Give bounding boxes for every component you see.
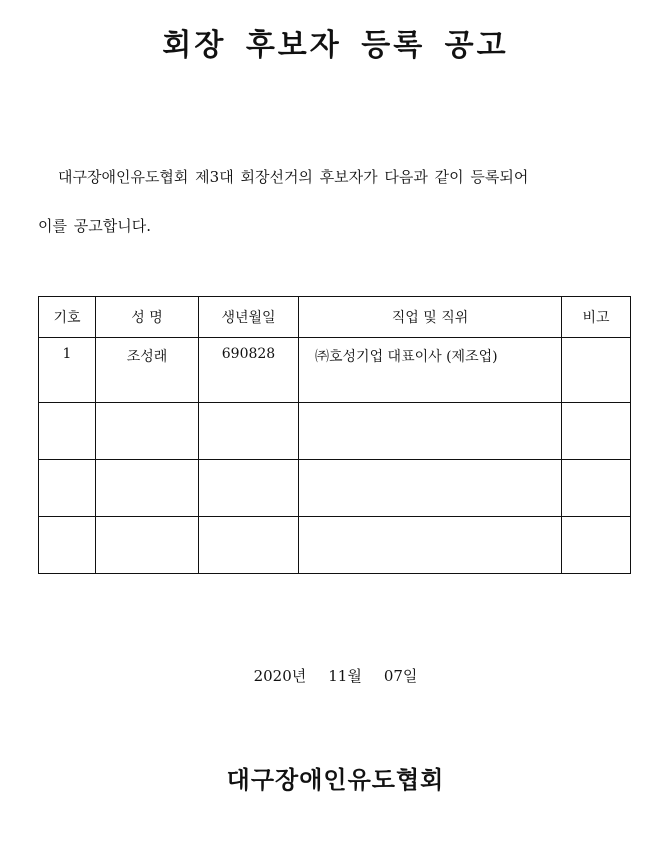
cell-number: 1 [39, 338, 96, 403]
organization-name: 대구장애인유도협회 [226, 766, 445, 794]
cell-job-position: ㈜호성기업 대표이사 (제조업) [299, 338, 562, 403]
cell-name [96, 403, 199, 460]
cell-name [96, 460, 199, 517]
date-day: 07일 [383, 667, 418, 685]
header-name: 성 명 [96, 297, 199, 338]
document-title: 회장 후보자 등록 공고 [162, 28, 509, 63]
table-row [39, 403, 631, 460]
header-note: 비고 [562, 297, 631, 338]
table-row [39, 338, 631, 403]
cell-name [96, 517, 199, 574]
cell-birth-date: 690828 [199, 338, 299, 403]
cell-job-position [299, 460, 562, 517]
cell-note [562, 460, 631, 517]
cell-birth-date [199, 517, 299, 574]
cell-note [562, 403, 631, 460]
date-year: 2020년 [253, 667, 307, 685]
table-row [39, 460, 631, 517]
cell-number [39, 460, 96, 517]
announcement-date [0, 665, 671, 686]
date-month: 11월 [328, 667, 362, 685]
announcement-text-line2: 이를 공고합니다. [38, 217, 151, 235]
header-birth-date: 생년월일 [199, 297, 299, 338]
cell-birth-date [199, 403, 299, 460]
cell-note [562, 338, 631, 403]
cell-note [562, 517, 631, 574]
cell-birth-date [199, 460, 299, 517]
table-header-row [39, 297, 631, 338]
cell-job-position [299, 517, 562, 574]
header-job-position: 직업 및 직위 [299, 297, 562, 338]
header-number: 기호 [39, 297, 96, 338]
cell-number [39, 517, 96, 574]
cell-job-position [299, 403, 562, 460]
cell-name: 조성래 [96, 338, 199, 403]
candidate-table [38, 296, 631, 574]
cell-number [39, 403, 96, 460]
announcement-text-line1: 대구장애인유도협회 제3대 회장선거의 후보자가 다음과 같이 등록되어 [58, 168, 529, 186]
table-row [39, 517, 631, 574]
